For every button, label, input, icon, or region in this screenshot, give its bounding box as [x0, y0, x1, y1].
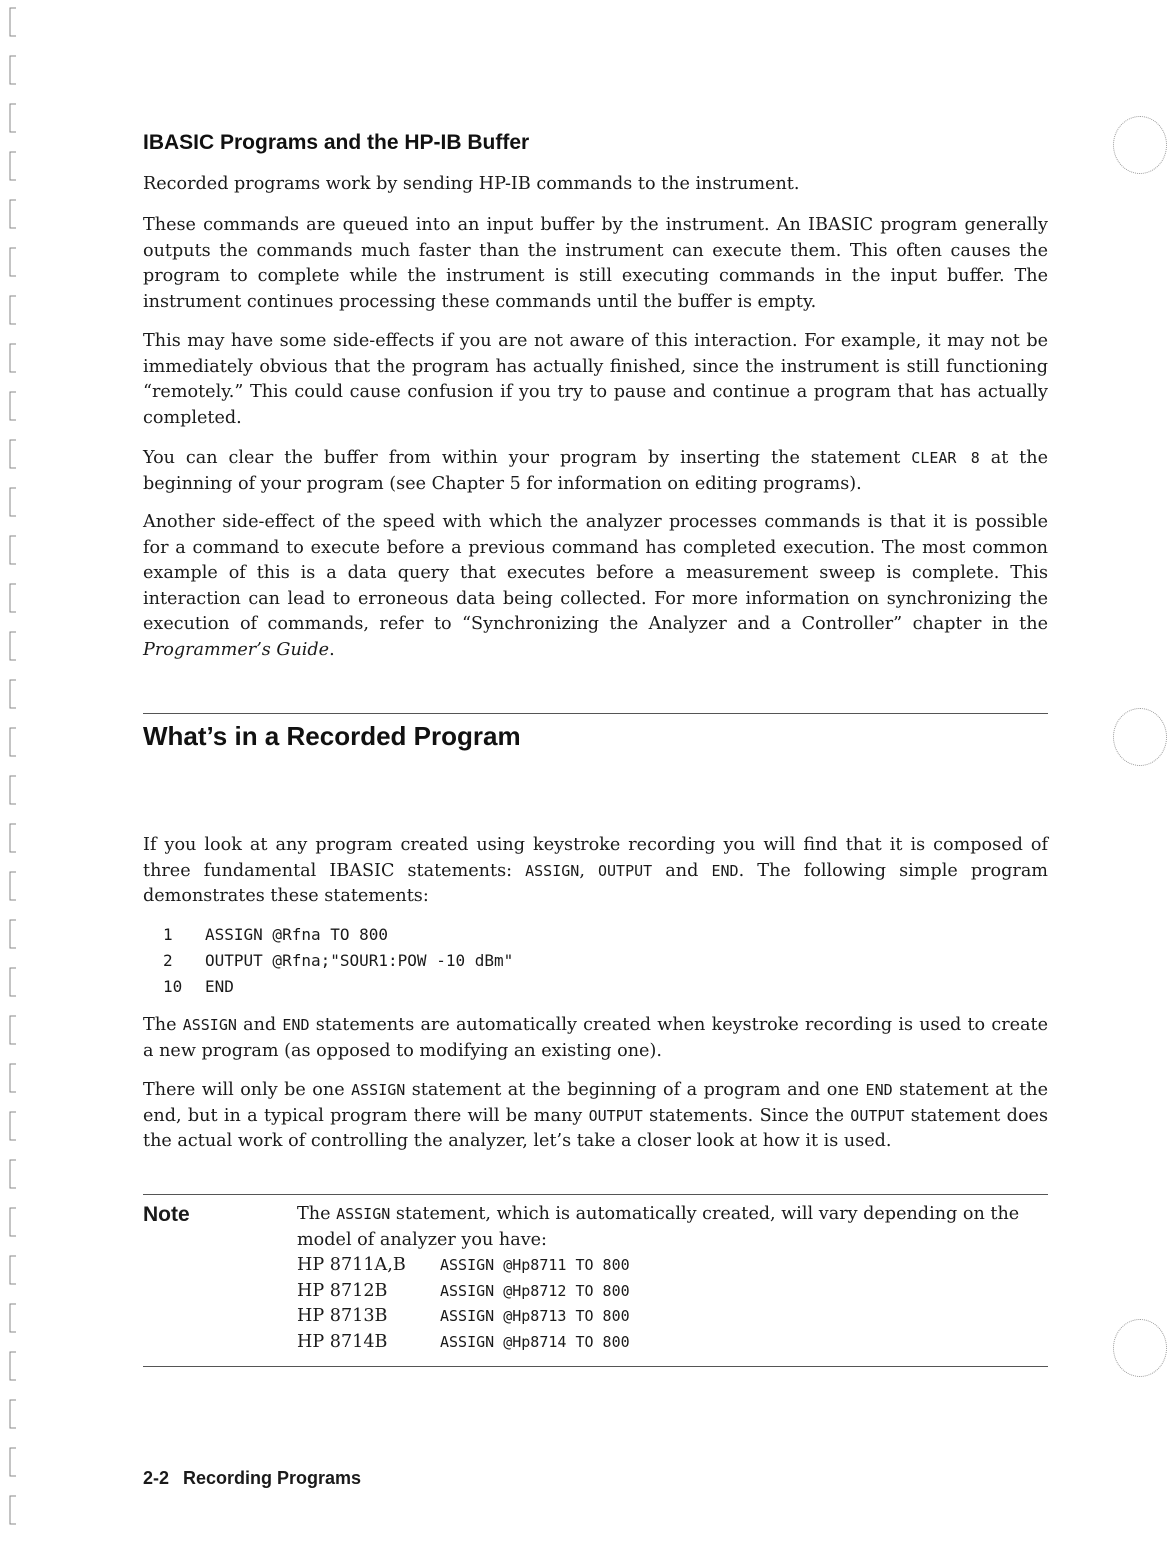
- binding-mark: [10, 392, 16, 420]
- binding-mark: [10, 872, 16, 900]
- binding-mark: [10, 776, 16, 804]
- binding-mark: [10, 968, 16, 996]
- punch-hole-bottom: [1113, 1319, 1167, 1377]
- paragraph: This may have some side-effects if you are not aware of this interaction. For example, it may not be immediately obvious that the program has actually finished, since the instrument is still functioning “remotely.” This could cause confusion if you try to pause and continue a program that has actually completed.: [143, 331, 1048, 428]
- paragraph: Recorded programs work by sending HP-IB commands to the instrument.: [143, 174, 800, 194]
- binding-mark: [10, 296, 16, 324]
- note-top-rule: [143, 1194, 1048, 1195]
- note-text: The ASSIGN statement, which is automatically created, will vary depending on the model of analyzer you have:: [297, 1204, 1020, 1250]
- section-heading-recorded-program: What’s in a Recorded Program: [143, 721, 521, 751]
- code-line: 2 OUTPUT @Rfna;"SOUR1:POW -10 dBm": [163, 951, 514, 970]
- binding-mark: [10, 1208, 16, 1236]
- binding-mark: [10, 488, 16, 516]
- binding-mark: [10, 1448, 16, 1476]
- model-row: HP 8713B ASSIGN @Hp8713 TO 800: [297, 1306, 630, 1326]
- note-body: [297, 1202, 1048, 1355]
- binding-edge-marks: [0, 0, 40, 1544]
- binding-mark: [10, 1256, 16, 1284]
- paragraph: These commands are queued into an input buffer by the instrument. An IBASIC program generally outputs the commands much faster than the instrument can execute them. This often causes the program to complete while the instrument is still executing commands in the input buffer. The instrument continues processing these commands until the buffer is empty.: [143, 215, 1048, 312]
- binding-mark: [10, 680, 16, 708]
- model-row: HP 8712B ASSIGN @Hp8712 TO 800: [297, 1280, 630, 1301]
- paragraph: The ASSIGN and END statements are automatically created when keystroke recording is used to create a new program (as opposed to modifying an existing one).: [143, 1015, 1048, 1061]
- binding-mark: [10, 728, 16, 756]
- chapter-title: Recording Programs: [183, 1468, 362, 1488]
- paragraph: Another side-effect of the speed with which the analyzer processes commands is that it is possible for a command to execute before a previous command has completed execution. The most common example of this is a data query that executes before a measurement sweep is complete. This interaction can lead to erroneous data being collected. For more information on synchronizing the execution of commands, refer to “Synchronizing the Analyzer and a Controller” chapter in the Programmer’s Guide.: [143, 512, 1048, 660]
- page-number: 2-2: [143, 1468, 170, 1488]
- book-title: Programmer’s Guide: [143, 639, 330, 660]
- paragraph: There will only be one ASSIGN statement at the beginning of a program and one END statement at the end, but in a typical program there will be many OUTPUT statements. Since the OUTPUT statement does the actual work of controlling the analyzer, let’s take a closer look at how it is used.: [143, 1080, 1049, 1151]
- code-line: 10 END: [163, 977, 234, 996]
- binding-mark: [10, 104, 16, 132]
- section-heading-ibasic-buffer: IBASIC Programs and the HP-IB Buffer: [143, 131, 530, 154]
- binding-mark: [10, 920, 16, 948]
- binding-mark: [10, 1496, 16, 1524]
- binding-mark: [10, 1064, 16, 1092]
- binding-mark: [10, 584, 16, 612]
- note-label: Note: [143, 1203, 190, 1226]
- model-row: HP 8711A,B ASSIGN @Hp8711 TO 800: [297, 1255, 630, 1275]
- binding-mark: [10, 8, 16, 36]
- binding-mark: [10, 344, 16, 372]
- binding-mark: [10, 1352, 16, 1380]
- model-row: HP 8714B ASSIGN @Hp8714 TO 800: [297, 1331, 630, 1352]
- section-divider: [143, 713, 1048, 714]
- note-bottom-rule: [143, 1366, 1048, 1367]
- binding-mark: [10, 200, 16, 228]
- binding-mark: [10, 1016, 16, 1044]
- binding-mark: [10, 824, 16, 852]
- binding-mark: [10, 440, 16, 468]
- binding-mark: [10, 1112, 16, 1140]
- binding-mark: [10, 1304, 16, 1332]
- binding-mark: [10, 536, 16, 564]
- punch-hole-top: [1113, 116, 1167, 174]
- binding-mark: [10, 1400, 16, 1428]
- code-listing: [163, 922, 513, 1000]
- binding-mark: [10, 56, 16, 84]
- binding-mark: [10, 1160, 16, 1188]
- paragraph: If you look at any program created using keystroke recording you will find that it is composed of three fundamental IBASIC statements: ASSIGN, OUTPUT and END. The following simple program demonstrates these statements:: [143, 835, 1048, 906]
- page-footer: [143, 1468, 361, 1489]
- punch-hole-middle: [1113, 708, 1167, 766]
- inline-code: CLEAR 8: [911, 449, 980, 467]
- binding-mark: [10, 248, 16, 276]
- paragraph: You can clear the buffer from within your program by inserting the statement CLEAR 8 at the beginning of your program (see Chapter 5 for information on editing programs).: [143, 448, 1048, 494]
- binding-mark: [10, 152, 16, 180]
- code-line: 1 ASSIGN @Rfna TO 800: [163, 925, 389, 944]
- binding-mark: [10, 632, 16, 660]
